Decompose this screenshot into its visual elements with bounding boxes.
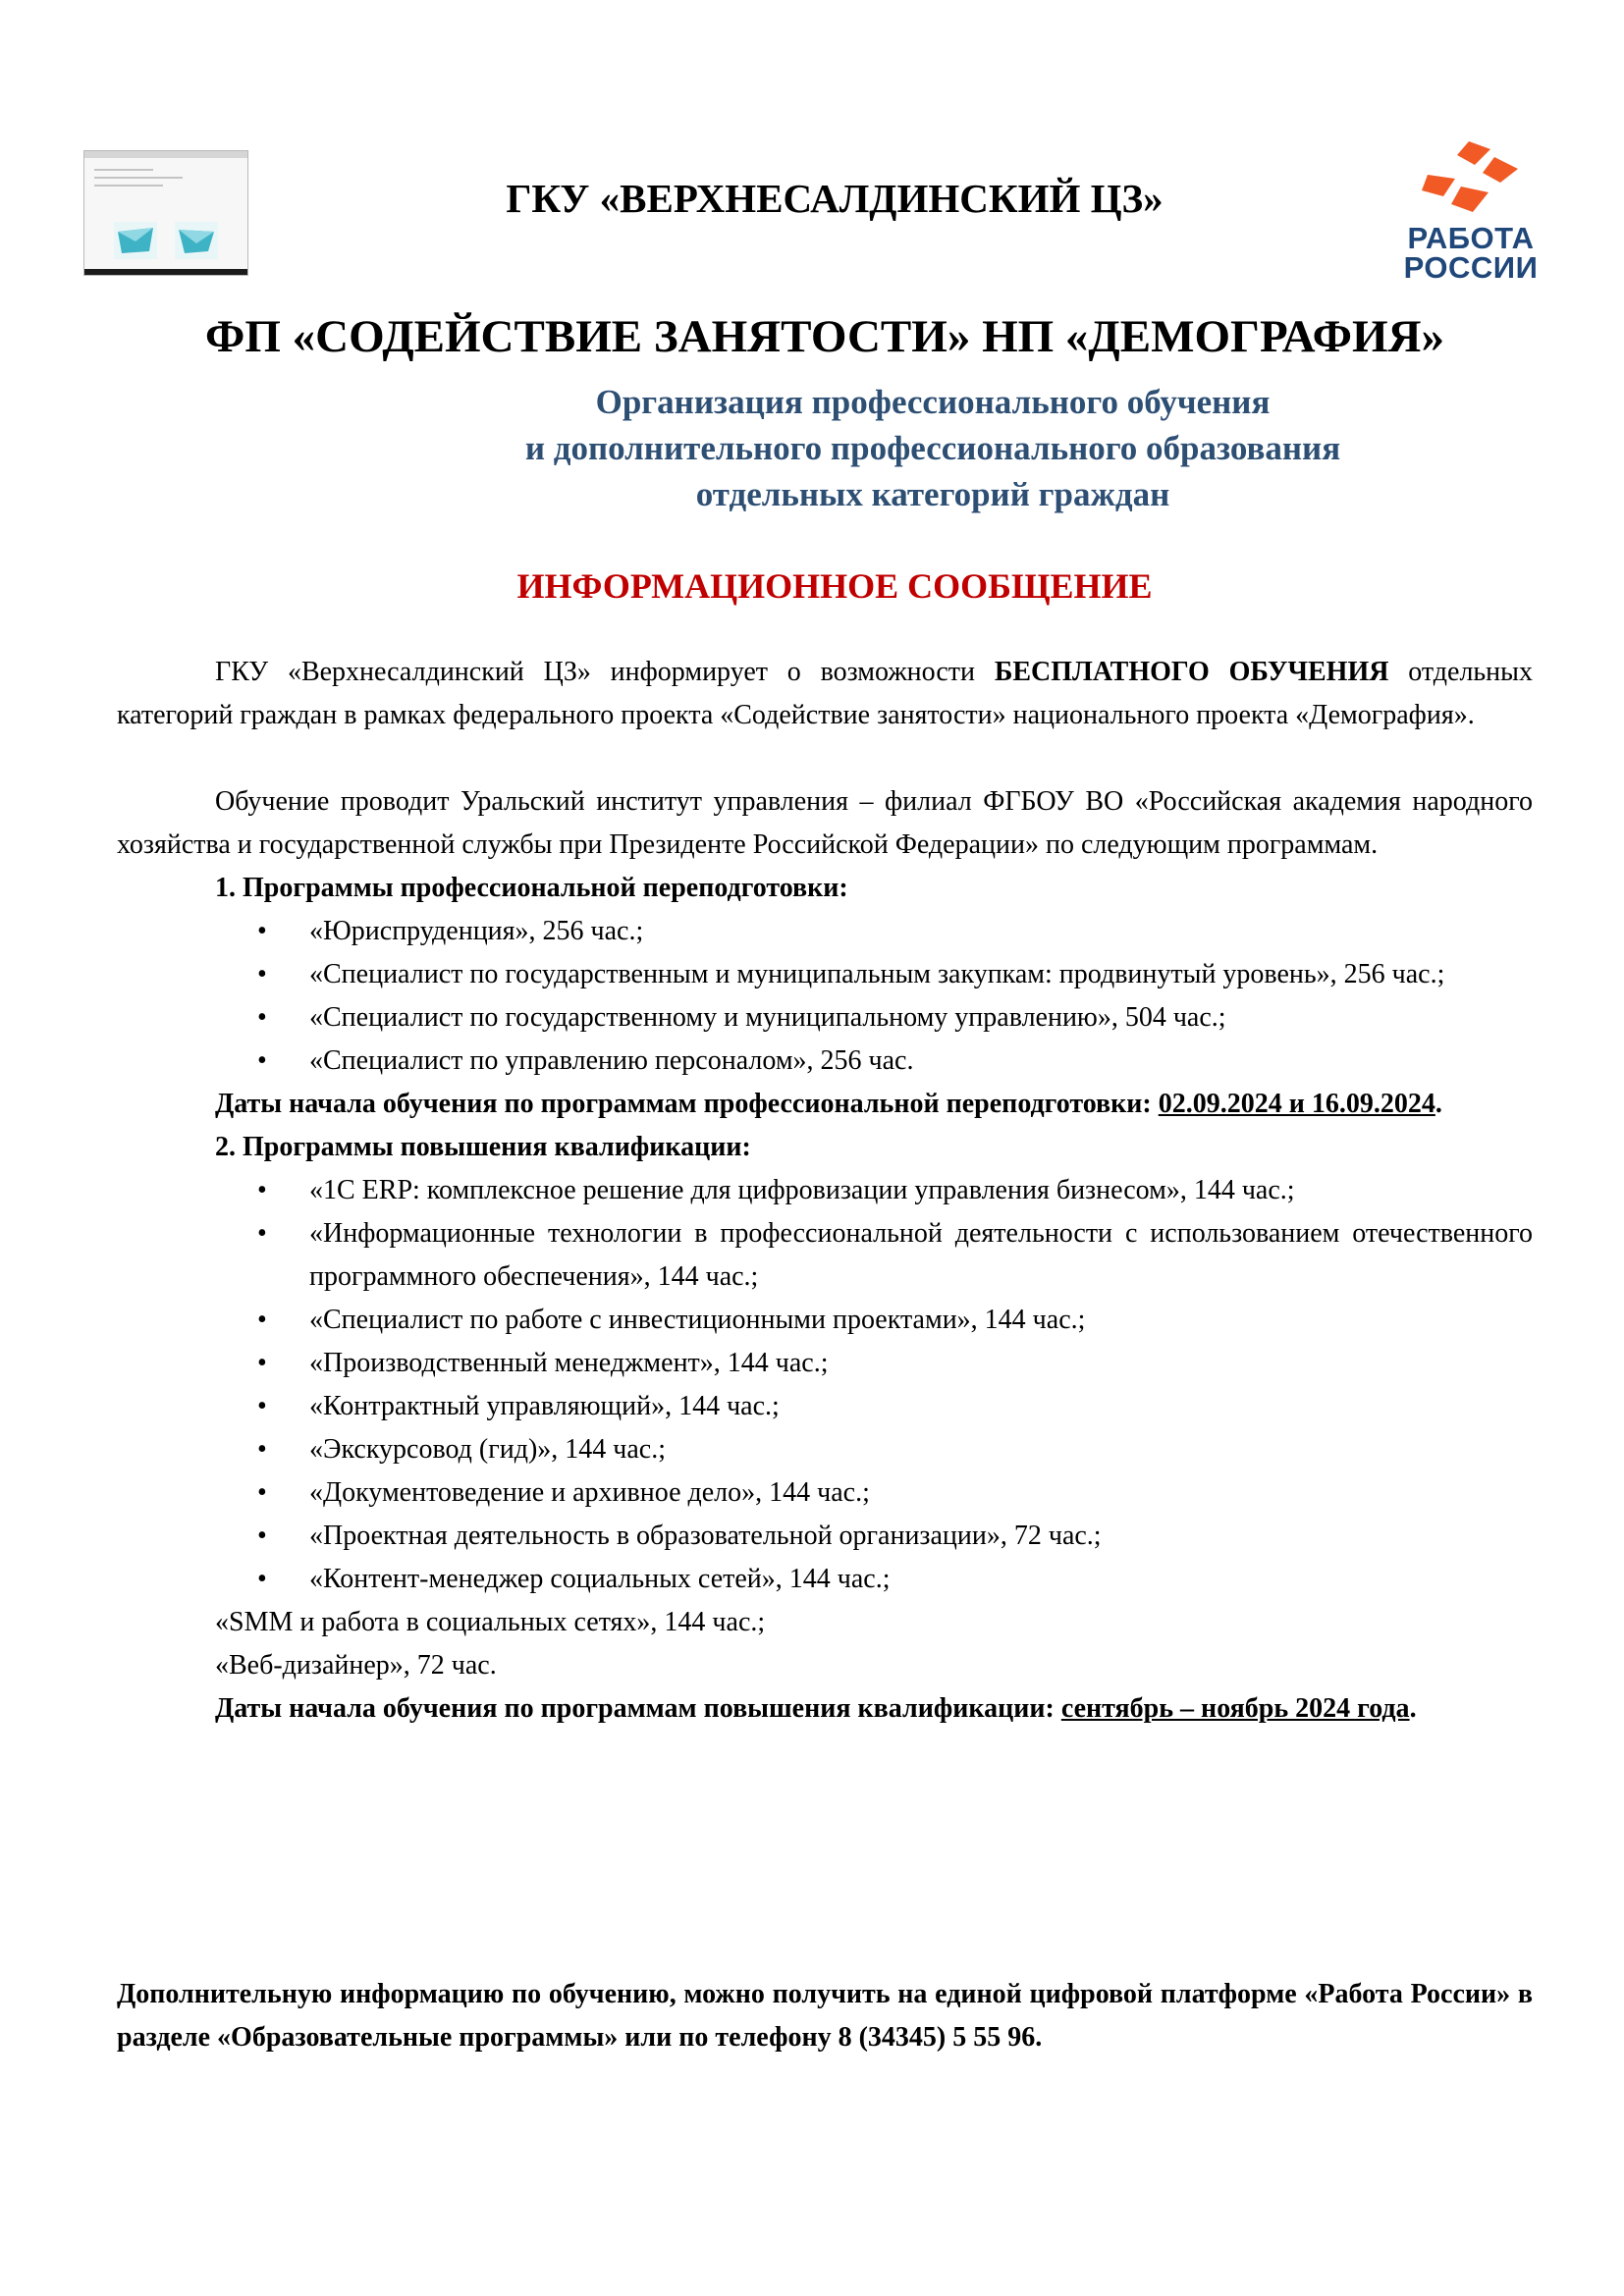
list-item: • «Контент-менеджер социальных сетей», 144 час.; — [309, 1558, 1533, 1601]
intro-text-start: ГКУ «Верхнесалдинский ЦЗ» информирует о возможности — [215, 657, 995, 687]
intro-text-bold: БЕСПЛАТНОГО ОБУЧЕНИЯ — [994, 657, 1389, 687]
section2-dates-label: Даты начала обучения по программам повышения квалификации: — [215, 1693, 1061, 1724]
project-title: ФП «СОДЕЙСТВИЕ ЗАНЯТОСТИ» НП «ДЕМОГРАФИЯ» — [204, 311, 1444, 362]
bullet-icon: • — [257, 1434, 267, 1465]
section1-dates-label: Даты начала обучения по программам профессиональной переподготовки: — [215, 1089, 1159, 1119]
bullet-icon: • — [257, 1305, 267, 1335]
logo-text — [1392, 221, 1549, 285]
bullet-icon: • — [257, 1521, 267, 1551]
logo-text-line2: РОССИИ — [1403, 250, 1539, 285]
bullet-icon: • — [257, 1564, 267, 1594]
list-item: • «Информационные технологии в профессиональной деятельности с использованием отечественного программного обеспечения», 144 час.; — [309, 1212, 1533, 1299]
contact-footer: Дополнительную информацию по обучению, можно получить на единой цифровой платформе «Работа России» в разделе «Образовательные программы» или по телефону 8 (34345) 5 55 96. — [117, 1979, 1533, 2053]
bullet-icon: • — [257, 1045, 267, 1076]
subtitle — [295, 379, 1571, 517]
list-item: • «Юриспруденция», 256 час.; — [309, 910, 1533, 953]
bullet-icon: • — [257, 916, 267, 946]
section1-list — [117, 910, 1533, 1083]
bullet-icon: • — [257, 1002, 267, 1033]
screenshot-thumbnail — [83, 150, 248, 276]
intro-paragraph — [117, 651, 1533, 737]
logo-text-line1: РАБОТА — [1407, 221, 1535, 255]
list-item: • «1С ERP: комплексное решение для цифровизации управления бизнесом», 144 час.; — [309, 1169, 1533, 1212]
info-title: ИНФОРМАЦИОННОЕ СООБЩЕНИЕ — [516, 566, 1153, 606]
list-item: • «Проектная деятельность в образовательной организации», 72 час.; — [309, 1515, 1533, 1558]
list-item: • «Производственный менеджмент», 144 час.; — [309, 1342, 1533, 1385]
document-body — [117, 651, 1533, 1731]
bullet-icon: • — [257, 1175, 267, 1205]
bullet-icon: • — [257, 1391, 267, 1421]
section1-dates: Даты начала обучения по программам профессиональной переподготовки: 02.09.2024 и 16.09.2024. — [215, 1089, 1442, 1119]
section1-title: 1. Программы профессиональной переподготовки: — [215, 873, 848, 903]
list-item: • «Контрактный управляющий», 144 час.; — [309, 1385, 1533, 1428]
list-item: • «Специалист по государственному и муниципальному управлению», 504 час.; — [309, 996, 1533, 1040]
bullet-icon: • — [257, 959, 267, 989]
section2-dates: Даты начала обучения по программам повышения квалификации: сентябрь – ноябрь 2024 года. — [215, 1693, 1417, 1724]
subtitle-line1: Организация профессионального обучения — [595, 383, 1271, 421]
section2-list — [117, 1169, 1533, 1601]
plain-item: «Веб-дизайнер», 72 час. — [215, 1650, 497, 1681]
bullet-icon: • — [257, 1218, 267, 1249]
section2-dates-value: сентябрь – ноябрь 2024 года — [1060, 1693, 1410, 1724]
plain-item: «SMM и работа в социальных сетях», 144 час.; — [215, 1607, 766, 1637]
list-item: • «Документоведение и архивное дело», 144 час.; — [309, 1471, 1533, 1515]
subtitle-line2: и дополнительного профессионального образования — [524, 429, 1341, 467]
bullet-icon: • — [257, 1477, 267, 1508]
subtitle-line3: отдельных категорий граждан — [695, 475, 1170, 513]
list-item: • «Специалист по управлению персоналом», 256 час. — [309, 1040, 1533, 1083]
list-item: • «Специалист по работе с инвестиционными проектами», 144 час.; — [309, 1299, 1533, 1342]
bullet-icon: • — [257, 1348, 267, 1378]
list-item: • «Экскурсовод (гид)», 144 час.; — [309, 1428, 1533, 1471]
provider-paragraph: Обучение проводит Уральский институт управления – филиал ФГБОУ ВО «Российская академия народного хозяйства и государственной службы при Президенте Российской Федерации» по следующим программам. — [117, 786, 1533, 860]
section2-title: 2. Программы повышения квалификации: — [215, 1132, 751, 1162]
section1-dates-value: 02.09.2024 и 16.09.2024 — [1158, 1089, 1435, 1119]
intro-text-end: отдельных категорий граждан в рамках федерального проекта «Содействие занятости» национального проекта «Демография». — [117, 657, 1533, 730]
list-item: • «Специалист по государственным и муниципальным закупкам: продвинутый уровень», 256 час.; — [309, 953, 1533, 996]
org-title: ГКУ «ВЕРХНЕСАЛДИНСКИЙ ЦЗ» — [506, 176, 1164, 221]
